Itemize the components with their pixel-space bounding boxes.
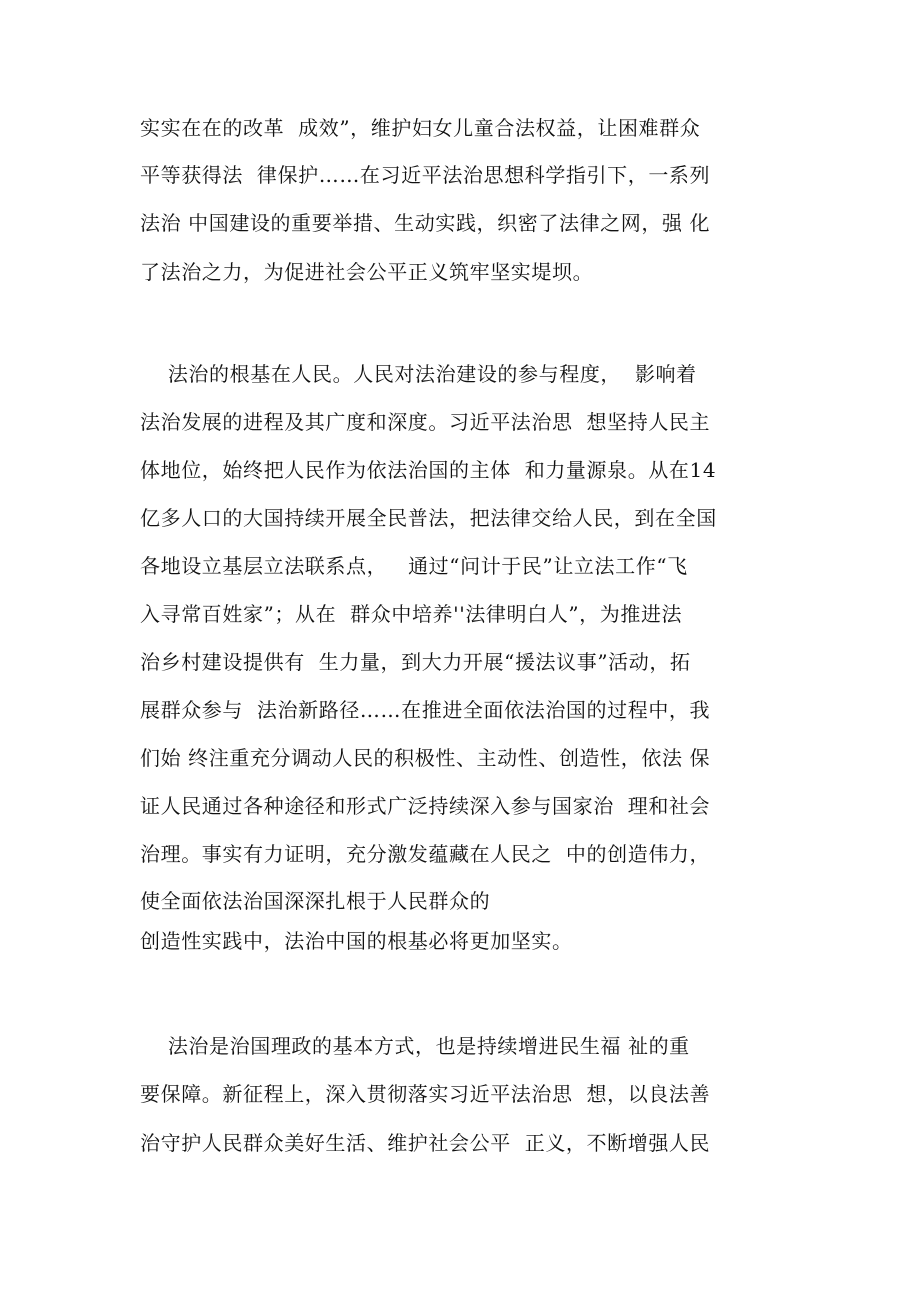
paragraph-1-line-3: 法治 中国建设的重要举措、生动实践，织密了法律之网，强 化 — [140, 211, 711, 235]
paragraph-2-line-13: 创造性实践中，法治中国的根基必将更加坚实。 — [140, 929, 573, 953]
paragraph-2-line-4: 亿多人口的大国持续开展全民普法，把法律交给人民，到在全国 — [140, 506, 717, 530]
paragraph-3-line-3: 治守护人民群众美好生活、维护社会公平 正义，不断增强人民 — [140, 1131, 711, 1155]
paragraph-2-line-3: 体地位，始终把人民作为依法治国的主体 和力量源泉。从在14 — [140, 458, 717, 482]
paragraph-2-line-5: 各地设立基层立法联系点， 通过“问计于民”让立法工作“飞 — [140, 554, 688, 578]
paragraph-2-line-9: 们始 终注重充分调动人民的积极性、主动性、创造性，依法 保 — [140, 746, 711, 770]
paragraph-2-line-12: 使全面依法治国深深扎根于人民群众的 — [140, 889, 491, 913]
paragraph-2-line-7: 治乡村建设提供有 生力量，到大力开展“援法议事”活动，拓 — [140, 650, 691, 674]
paragraph-2-line-1: 法治的根基在人民。人民对法治建设的参与程度， 影响着 — [140, 362, 697, 386]
paragraph-3-line-2: 要保障。新征程上，深入贯彻落实习近平法治思 想，以良法善 — [140, 1082, 711, 1106]
paragraph-1-line-1: 实实在在的改革 成效”，维护妇女儿童合法权益，让困难群众 — [140, 116, 701, 140]
paragraph-1-line-4: 了法治之力，为促进社会公平正义筑牢坚实堤坝。 — [140, 260, 594, 284]
paragraph-2-line-11: 治理。事实有力证明，充分激发蕴藏在人民之 中的创造伟力， — [140, 842, 711, 866]
paragraph-3-line-1: 法治是治国理政的基本方式，也是持续增进民生福 祉的重 — [140, 1034, 690, 1058]
paragraph-2-line-8: 展群众参与 法治新路径……在推进全面依法治国的过程中，我 — [140, 698, 711, 722]
paragraph-2-line-6: 入寻常百姓家”；从在 群众中培养''法律明白人”，为推进法 — [140, 602, 683, 626]
paragraph-2-line-2: 法治发展的进程及其广度和深度。习近平法治思 想坚持人民主 — [140, 410, 711, 434]
paragraph-2-line-10: 证人民通过各种途径和形式广泛持续深入参与国家治 理和社会 — [140, 794, 711, 818]
paragraph-1-line-2: 平等获得法 律保护……在习近平法治思想科学指引下，一系列 — [140, 163, 711, 187]
